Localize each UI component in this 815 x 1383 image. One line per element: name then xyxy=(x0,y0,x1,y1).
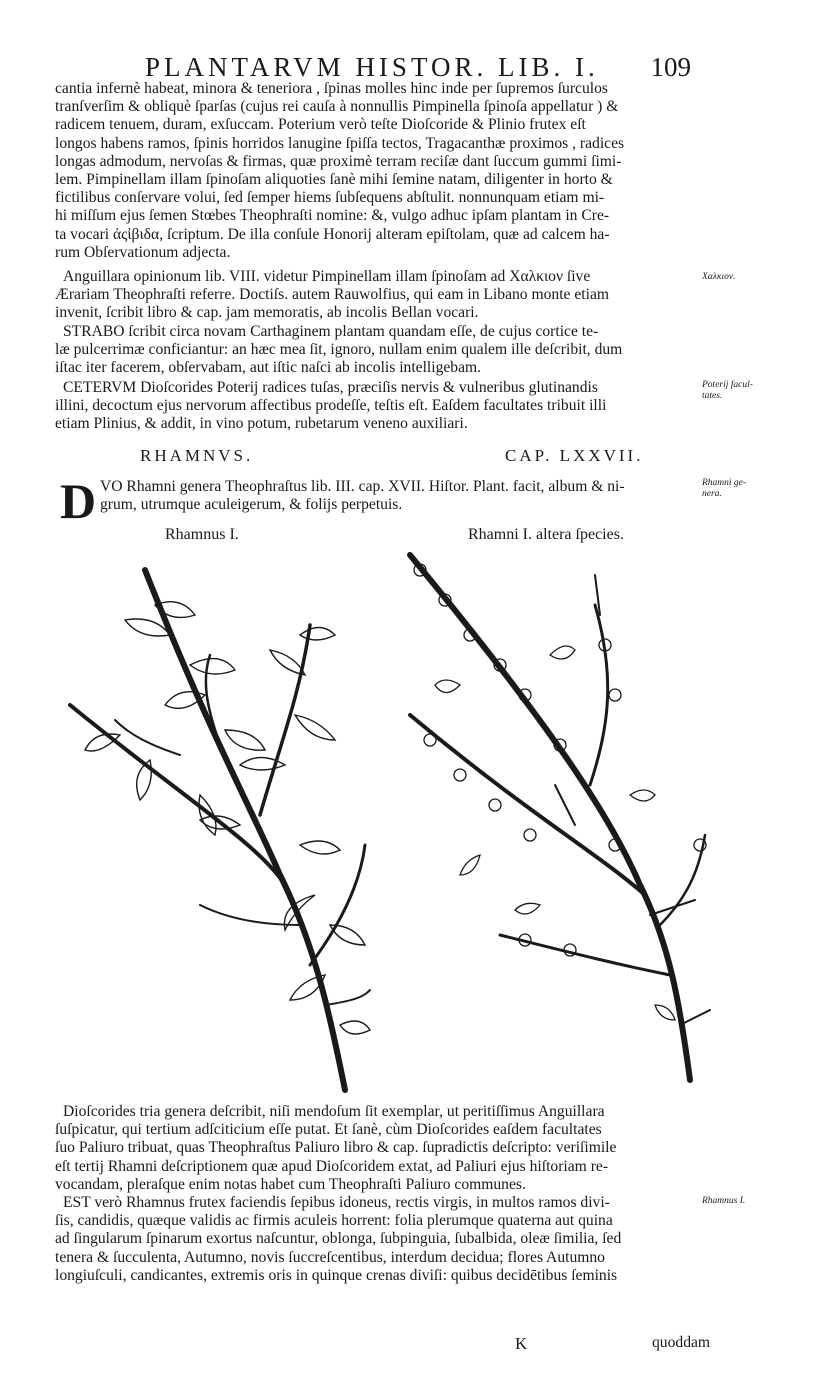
leaf xyxy=(295,715,335,740)
flower xyxy=(489,799,501,811)
text-line: CETERVM Dioſcorides Poterij radices tuſas, præciſis nervis & vulneribus glutinandis xyxy=(63,379,598,396)
margin-line: nera. xyxy=(702,489,722,499)
text-line: ſuſpicatur, qui tertium adſciticium eſſe putat. Et ſanè, cùm Dioſcorides eaſdem facultates xyxy=(55,1121,602,1139)
text-line: eſt tertij Rhamni deſcriptionem quæ apud Dioſcoridem extat, ad Paliuri ejus hiſtoriam re- xyxy=(55,1157,609,1175)
text-line: radicem tenuem, duram, exſuccam. Poterium verò teſte Dioſcoride & Plinio frutex eſt xyxy=(55,116,586,134)
text-line: invenit, ſcribit libro & cap. jam memoratis, ab incolis Bellan vocari. xyxy=(55,304,479,322)
text-line: ad ſingularum ſpinarum exortus naſcuntur, oblonga, ſubpinguia, ſubalbida, oleæ ſimilia, ſed xyxy=(55,1230,622,1248)
leaf xyxy=(300,841,340,854)
branch xyxy=(260,625,310,815)
leaf xyxy=(225,730,265,750)
spine xyxy=(555,785,575,825)
text-line: EST verò Rhamnus frutex faciendis ſepibus idoneus, rectis virgis, in multos ramos divi- xyxy=(63,1194,610,1211)
text-line: fictilibus conſervare volui, ſed ſemper hiems ſubſequens abſtulit. nonnunquam etiam mi- xyxy=(55,189,605,207)
text-line: lem. Pimpinellam illam ſpinoſam aliquoties ſanè mihi ſemine natam, diligenter in horto & xyxy=(55,171,613,189)
paragraph-pimpinella xyxy=(55,80,705,262)
folio-number: 109 xyxy=(650,52,691,82)
leaf xyxy=(190,659,235,674)
spine xyxy=(325,990,370,1005)
text-line: STRABO ſcribit circa novam Carthaginem plantam quandam eſſe, de cujus cortice te- xyxy=(63,323,599,340)
text-line: ſis, candidis, quæque validis ac firmis aculeis horrent: folia plerumque quaterna aut quina xyxy=(55,1212,613,1230)
branch xyxy=(410,715,645,895)
paragraph-anguillara xyxy=(55,268,705,323)
paragraph-ceterum xyxy=(55,379,705,434)
drop-cap: D xyxy=(60,473,97,529)
text-line: Dioſcorides tria genera deſcribit, niſi mendoſum ſit exemplar, ut peritiſſimus Anguillara xyxy=(63,1103,605,1120)
main-stem xyxy=(145,570,345,1090)
paragraph-strabo xyxy=(55,323,705,378)
text-line: VO Rhamni genera Theophraſtus lib. III. cap. XVII. Hiſtor. Plant. facit, album & ni- xyxy=(100,478,625,495)
text-line: cantia infernè habeat, minora & teneriora , ſpinas molles hinc inde per ſupremos ſurculos xyxy=(55,80,608,97)
text-line: etiam Plinius, & addit, in vino potum, rubetarum veneno auxiliari. xyxy=(55,415,468,433)
figure-caption-right: Rhamni I. altera ſpecies. xyxy=(468,526,624,543)
woodcut-rhamnus-1 xyxy=(60,545,380,1095)
branch xyxy=(500,935,670,975)
flower xyxy=(524,829,536,841)
flower xyxy=(609,689,621,701)
text-line: ſuo Paliuro tribuat, quas Theophraſtus Paliuro libro & cap. ſupradictis deſcripto: veriſimile xyxy=(55,1139,617,1157)
text-line: longos habens ramos, ſpinis horridos lanugine ſpiſſa tectos, Tragacanthæ proximos , radices xyxy=(55,134,625,152)
margin-note-rhamni-genera xyxy=(702,478,812,500)
paragraph-rhamnus-description xyxy=(55,1194,705,1285)
branch xyxy=(310,845,365,965)
woodcut-rhamnus-1-altera xyxy=(400,545,720,1085)
leaf xyxy=(340,1021,370,1034)
margin-line: Rhamni ge- xyxy=(702,478,747,488)
figure-caption-left: Rhamnus I. xyxy=(165,526,239,543)
margin-line: Poterij facul- xyxy=(702,380,753,390)
margin-note-chalkion: Χαλκιον. xyxy=(702,272,736,282)
text-line: Anguillara opinionum lib. VIII. videtur Pimpinellam illam ſpinoſam ad Χαλκιον ſive xyxy=(63,268,591,285)
branch xyxy=(590,605,608,785)
text-line: iſtac iter facerem, obſervabam, aut iſtic naſci ab incolis intelligebam. xyxy=(55,359,482,377)
leaf xyxy=(300,628,335,641)
margin-note-rhamnus-1: Rhamnus I. xyxy=(702,1196,746,1206)
text-line: tenera & ſucculenta, Autumno, novis ſuccreſcentibus, interdum decidua; flores Autumno xyxy=(55,1248,605,1266)
chapter-intro xyxy=(100,478,700,514)
branch xyxy=(660,835,705,925)
leaf xyxy=(655,1005,675,1020)
text-line: rum Obſervationum adjecta. xyxy=(55,243,231,261)
margin-note-poterii xyxy=(702,380,812,402)
chapter-title: RHAMNVS. xyxy=(140,446,254,465)
leaf xyxy=(199,795,216,835)
text-line: hi miſſum ejus ſemen Stœbes Theophraſti nomine: &, vulgo adhuc ipſam plantam in Cre- xyxy=(55,207,610,225)
leaf xyxy=(515,903,540,914)
text-line: tranſverſim & obliquè ſparſas (cujus rei cauſa à nonnullis Pimpinella ſpinoſa appellatur ) & xyxy=(55,98,619,116)
chapter-number: CAP. LXXVII. xyxy=(505,446,644,465)
leaf xyxy=(630,790,655,801)
text-line: Ærariam Theophraſti referre. Doctiſs. autem Rauwolfius, qui eam in Libano monte etiam xyxy=(55,286,609,304)
text-line: ta vocari ἀςἰβιδα, ſcriptum. De illa conſule Honorij alteram epiſtolam, quæ ad calcem ha- xyxy=(55,225,610,243)
text-line: læ pulcerrimæ conficiantur: an hæc mea ſit, ignoro, nullam enim qualem ille deſcribit, dum xyxy=(55,341,623,359)
text-line: longas admodum, nervoſas & firmas, quæ proximè terram reciſæ dant ſuccum gummi ſimi- xyxy=(55,152,622,170)
margin-line: tates. xyxy=(702,391,723,401)
paragraph-dioscorides xyxy=(55,1103,705,1194)
branch xyxy=(70,705,285,885)
text-line: illini, decoctum ejus nervorum affectibus prodeſſe, teſtis eſt. Eaſdem facultates tribuit illi xyxy=(55,397,607,415)
running-head: PLANTARVM HISTOR. LIB. I. xyxy=(145,52,599,82)
catchword: quoddam xyxy=(652,1334,711,1351)
flower xyxy=(454,769,466,781)
leaf xyxy=(435,680,460,693)
main-stem xyxy=(410,555,690,1080)
text-line: longiuſculi, candicantes, extremis oris in quinque crenas diviſi: quibus decidētibus ſeminis xyxy=(55,1266,618,1284)
text-line: vocandam, pleraſque enim notas habet cum Theophraſti Paliuro communes. xyxy=(55,1175,526,1193)
spine xyxy=(680,1010,710,1025)
leaf xyxy=(460,855,480,875)
text-line: grum, utrumque aculeigerum, & folijs perpetuis. xyxy=(100,496,403,514)
signature-mark: K xyxy=(515,1334,528,1353)
leaf xyxy=(550,646,575,659)
flower xyxy=(424,734,436,746)
